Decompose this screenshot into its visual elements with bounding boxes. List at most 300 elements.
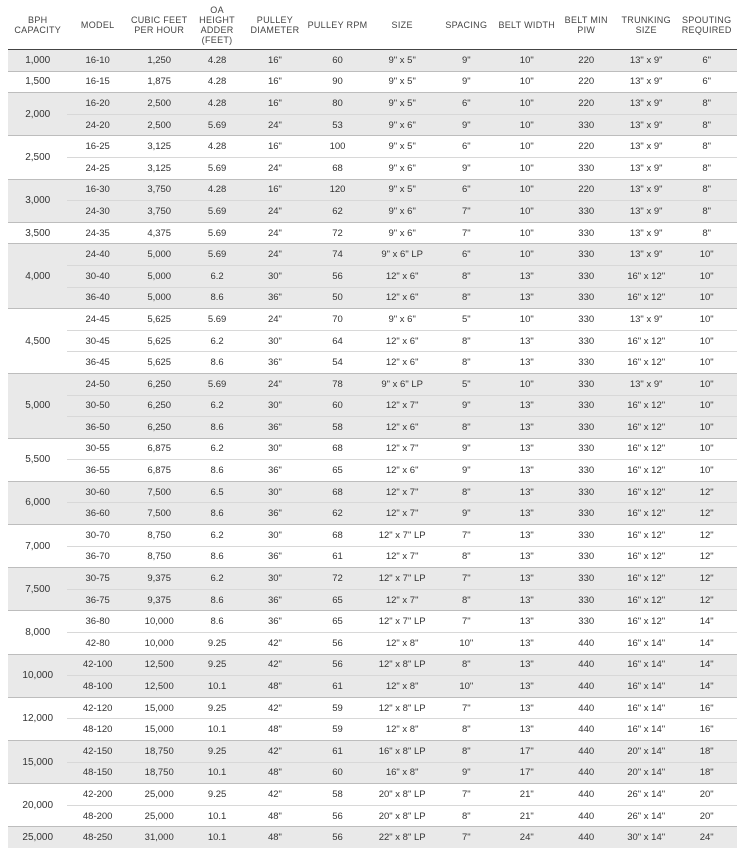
cell-pulley-diameter: 24" <box>244 244 307 266</box>
cell-spacing: 8" <box>436 481 498 503</box>
cell-belt-min-piw: 330 <box>557 568 616 590</box>
cell-bph-capacity: 15,000 <box>8 741 67 784</box>
cell-bph-capacity: 5,500 <box>8 438 67 481</box>
cell-size: 12" x 6" <box>369 287 436 309</box>
cell-trunking-size: 16" x 12" <box>616 611 676 633</box>
cell-spacing: 7" <box>436 697 498 719</box>
cell-trunking-size: 13" x 9" <box>616 157 676 179</box>
cell-model: 48-200 <box>67 805 127 827</box>
cell-trunking-size: 16" x 12" <box>616 481 676 503</box>
cell-belt-min-piw: 330 <box>557 546 616 568</box>
cell-belt-width: 13" <box>497 654 556 676</box>
cell-belt-width: 13" <box>497 265 556 287</box>
cell-spouting-required: 16" <box>676 697 737 719</box>
cell-bph-capacity: 2,500 <box>8 136 67 179</box>
cell-pulley-diameter: 42" <box>244 633 307 655</box>
cell-size: 12" x 7" <box>369 438 436 460</box>
cell-trunking-size: 16" x 12" <box>616 568 676 590</box>
cell-bph-capacity: 1,500 <box>8 71 67 93</box>
cell-oa-height-adder: 6.2 <box>190 568 243 590</box>
cell-model: 42-80 <box>67 633 127 655</box>
cell-oa-height-adder: 6.2 <box>190 395 243 417</box>
cell-oa-height-adder: 8.6 <box>190 417 243 439</box>
cell-model: 16-10 <box>67 50 127 72</box>
table-row <box>8 741 737 763</box>
cell-spouting-required: 10" <box>676 352 737 374</box>
cell-spouting-required: 10" <box>676 309 737 331</box>
cell-belt-min-piw: 440 <box>557 784 616 806</box>
cell-belt-min-piw: 330 <box>557 373 616 395</box>
cell-pulley-diameter: 48" <box>244 762 307 784</box>
cell-belt-min-piw: 440 <box>557 654 616 676</box>
cell-size: 12" x 7" <box>369 503 436 525</box>
cell-spouting-required: 12" <box>676 589 737 611</box>
table-row <box>8 503 737 525</box>
cell-pulley-rpm: 68 <box>306 157 369 179</box>
cell-cubic-feet-per-hour: 12,500 <box>128 676 191 698</box>
cell-size: 9" x 6" <box>369 157 436 179</box>
cell-belt-width: 10" <box>497 179 556 201</box>
cell-model: 36-75 <box>67 589 127 611</box>
cell-spacing: 9" <box>436 460 498 482</box>
cell-oa-height-adder: 6.2 <box>190 525 243 547</box>
cell-model: 48-100 <box>67 676 127 698</box>
cell-trunking-size: 16" x 12" <box>616 525 676 547</box>
cell-cubic-feet-per-hour: 6,250 <box>128 417 191 439</box>
cell-cubic-feet-per-hour: 12,500 <box>128 654 191 676</box>
cell-belt-min-piw: 330 <box>557 309 616 331</box>
cell-model: 30-55 <box>67 438 127 460</box>
cell-spouting-required: 12" <box>676 546 737 568</box>
cell-pulley-rpm: 62 <box>306 201 369 223</box>
cell-size: 9" x 6" <box>369 309 436 331</box>
cell-oa-height-adder: 9.25 <box>190 741 243 763</box>
elevator-spec-table <box>8 0 737 848</box>
cell-spacing: 5" <box>436 373 498 395</box>
cell-oa-height-adder: 6.5 <box>190 481 243 503</box>
cell-trunking-size: 13" x 9" <box>616 114 676 136</box>
cell-cubic-feet-per-hour: 18,750 <box>128 741 191 763</box>
cell-cubic-feet-per-hour: 5,000 <box>128 244 191 266</box>
cell-model: 16-25 <box>67 136 127 158</box>
cell-pulley-rpm: 72 <box>306 568 369 590</box>
cell-belt-width: 13" <box>497 438 556 460</box>
table-row <box>8 784 737 806</box>
cell-spacing: 6" <box>436 93 498 115</box>
table-row <box>8 265 737 287</box>
cell-model: 36-45 <box>67 352 127 374</box>
cell-cubic-feet-per-hour: 3,750 <box>128 179 191 201</box>
cell-belt-min-piw: 330 <box>557 417 616 439</box>
cell-cubic-feet-per-hour: 3,750 <box>128 201 191 223</box>
cell-spacing: 8" <box>436 741 498 763</box>
table-row <box>8 762 737 784</box>
cell-spacing: 9" <box>436 71 498 93</box>
cell-belt-width: 13" <box>497 676 556 698</box>
cell-trunking-size: 16" x 14" <box>616 633 676 655</box>
col-header-pulley-rpm: PULLEY RPM <box>306 0 369 50</box>
cell-cubic-feet-per-hour: 3,125 <box>128 157 191 179</box>
table-row <box>8 460 737 482</box>
cell-spacing: 9" <box>436 395 498 417</box>
cell-belt-width: 10" <box>497 50 556 72</box>
col-header-trunking-size: TRUNKING SIZE <box>616 0 676 50</box>
cell-pulley-rpm: 70 <box>306 309 369 331</box>
cell-spouting-required: 12" <box>676 568 737 590</box>
cell-belt-width: 10" <box>497 157 556 179</box>
cell-size: 12" x 8" <box>369 719 436 741</box>
cell-belt-width: 13" <box>497 568 556 590</box>
cell-belt-width: 10" <box>497 244 556 266</box>
cell-spouting-required: 14" <box>676 654 737 676</box>
cell-belt-width: 13" <box>497 330 556 352</box>
cell-pulley-diameter: 24" <box>244 114 307 136</box>
cell-belt-min-piw: 330 <box>557 525 616 547</box>
cell-spouting-required: 8" <box>676 179 737 201</box>
cell-pulley-diameter: 16" <box>244 93 307 115</box>
cell-bph-capacity: 7,000 <box>8 525 67 568</box>
table-body <box>8 50 737 848</box>
cell-belt-min-piw: 330 <box>557 611 616 633</box>
cell-trunking-size: 13" x 9" <box>616 222 676 244</box>
cell-spacing: 7" <box>436 827 498 848</box>
col-header-oa-height-adder: OA HEIGHT ADDER (FEET) <box>190 0 243 50</box>
cell-spacing: 9" <box>436 114 498 136</box>
col-header-bph-capacity: BPH CAPACITY <box>8 0 67 50</box>
cell-size: 9" x 5" <box>369 50 436 72</box>
cell-model: 36-60 <box>67 503 127 525</box>
cell-pulley-diameter: 30" <box>244 330 307 352</box>
cell-cubic-feet-per-hour: 10,000 <box>128 611 191 633</box>
cell-model: 16-15 <box>67 71 127 93</box>
table-row <box>8 417 737 439</box>
cell-cubic-feet-per-hour: 18,750 <box>128 762 191 784</box>
cell-size: 9" x 6" LP <box>369 244 436 266</box>
table-row <box>8 697 737 719</box>
cell-belt-width: 13" <box>497 503 556 525</box>
cell-spacing: 9" <box>436 438 498 460</box>
cell-belt-width: 13" <box>497 589 556 611</box>
cell-spouting-required: 8" <box>676 136 737 158</box>
cell-oa-height-adder: 4.28 <box>190 71 243 93</box>
cell-belt-width: 10" <box>497 114 556 136</box>
cell-spouting-required: 8" <box>676 93 737 115</box>
cell-cubic-feet-per-hour: 5,000 <box>128 265 191 287</box>
cell-oa-height-adder: 10.1 <box>190 805 243 827</box>
cell-trunking-size: 26" x 14" <box>616 805 676 827</box>
cell-belt-min-piw: 330 <box>557 287 616 309</box>
cell-pulley-rpm: 61 <box>306 676 369 698</box>
cell-oa-height-adder: 6.2 <box>190 265 243 287</box>
cell-pulley-rpm: 64 <box>306 330 369 352</box>
cell-size: 9" x 6" <box>369 222 436 244</box>
cell-pulley-diameter: 36" <box>244 352 307 374</box>
cell-oa-height-adder: 6.2 <box>190 330 243 352</box>
cell-pulley-rpm: 56 <box>306 827 369 848</box>
cell-spouting-required: 14" <box>676 676 737 698</box>
cell-belt-min-piw: 440 <box>557 762 616 784</box>
cell-cubic-feet-per-hour: 9,375 <box>128 589 191 611</box>
cell-belt-width: 13" <box>497 417 556 439</box>
cell-size: 12" x 7" <box>369 589 436 611</box>
cell-bph-capacity: 8,000 <box>8 611 67 654</box>
cell-pulley-diameter: 30" <box>244 568 307 590</box>
cell-belt-width: 21" <box>497 784 556 806</box>
cell-trunking-size: 13" x 9" <box>616 201 676 223</box>
cell-spouting-required: 10" <box>676 460 737 482</box>
cell-model: 42-200 <box>67 784 127 806</box>
cell-spacing: 8" <box>436 330 498 352</box>
cell-pulley-rpm: 56 <box>306 654 369 676</box>
cell-belt-min-piw: 330 <box>557 481 616 503</box>
cell-trunking-size: 20" x 14" <box>616 741 676 763</box>
cell-size: 12" x 6" <box>369 460 436 482</box>
cell-bph-capacity: 12,000 <box>8 697 67 740</box>
cell-belt-width: 13" <box>497 611 556 633</box>
cell-size: 9" x 6" <box>369 201 436 223</box>
cell-pulley-rpm: 65 <box>306 611 369 633</box>
cell-cubic-feet-per-hour: 5,625 <box>128 352 191 374</box>
cell-bph-capacity: 4,000 <box>8 244 67 309</box>
cell-size: 12" x 6" <box>369 352 436 374</box>
cell-spacing: 6" <box>436 136 498 158</box>
cell-pulley-diameter: 36" <box>244 611 307 633</box>
cell-spouting-required: 10" <box>676 265 737 287</box>
cell-trunking-size: 16" x 14" <box>616 676 676 698</box>
cell-pulley-rpm: 62 <box>306 503 369 525</box>
cell-belt-width: 10" <box>497 373 556 395</box>
cell-model: 36-70 <box>67 546 127 568</box>
cell-size: 9" x 6" <box>369 114 436 136</box>
cell-pulley-rpm: 53 <box>306 114 369 136</box>
cell-size: 12" x 7" <box>369 395 436 417</box>
cell-spouting-required: 10" <box>676 417 737 439</box>
cell-belt-width: 13" <box>497 287 556 309</box>
cell-pulley-diameter: 24" <box>244 157 307 179</box>
cell-belt-min-piw: 330 <box>557 201 616 223</box>
table-row <box>8 201 737 223</box>
table-row <box>8 157 737 179</box>
cell-belt-min-piw: 330 <box>557 114 616 136</box>
table-row <box>8 589 737 611</box>
cell-cubic-feet-per-hour: 2,500 <box>128 114 191 136</box>
cell-belt-width: 13" <box>497 697 556 719</box>
cell-oa-height-adder: 10.1 <box>190 676 243 698</box>
cell-spacing: 7" <box>436 201 498 223</box>
cell-trunking-size: 13" x 9" <box>616 244 676 266</box>
cell-oa-height-adder: 5.69 <box>190 157 243 179</box>
cell-model: 16-20 <box>67 93 127 115</box>
table-row <box>8 546 737 568</box>
cell-oa-height-adder: 8.6 <box>190 460 243 482</box>
cell-pulley-diameter: 16" <box>244 71 307 93</box>
cell-pulley-diameter: 24" <box>244 201 307 223</box>
cell-model: 36-50 <box>67 417 127 439</box>
cell-oa-height-adder: 10.1 <box>190 762 243 784</box>
cell-model: 36-80 <box>67 611 127 633</box>
cell-belt-width: 10" <box>497 201 556 223</box>
cell-trunking-size: 13" x 9" <box>616 136 676 158</box>
cell-trunking-size: 16" x 14" <box>616 719 676 741</box>
cell-spouting-required: 10" <box>676 244 737 266</box>
col-header-size: SIZE <box>369 0 436 50</box>
cell-oa-height-adder: 4.28 <box>190 136 243 158</box>
cell-cubic-feet-per-hour: 6,250 <box>128 373 191 395</box>
cell-pulley-diameter: 42" <box>244 654 307 676</box>
cell-belt-min-piw: 330 <box>557 352 616 374</box>
cell-size: 12" x 7" LP <box>369 611 436 633</box>
cell-spacing: 8" <box>436 352 498 374</box>
cell-cubic-feet-per-hour: 25,000 <box>128 805 191 827</box>
cell-belt-min-piw: 440 <box>557 805 616 827</box>
col-header-pulley-diameter: PULLEY DIAMETER <box>244 0 307 50</box>
cell-pulley-diameter: 24" <box>244 373 307 395</box>
cell-belt-min-piw: 440 <box>557 676 616 698</box>
table-row <box>8 244 737 266</box>
cell-pulley-diameter: 24" <box>244 309 307 331</box>
cell-model: 24-40 <box>67 244 127 266</box>
cell-trunking-size: 16" x 12" <box>616 460 676 482</box>
cell-bph-capacity: 25,000 <box>8 827 67 848</box>
cell-size: 12" x 6" <box>369 417 436 439</box>
table-row <box>8 71 737 93</box>
cell-spouting-required: 8" <box>676 157 737 179</box>
cell-spacing: 8" <box>436 719 498 741</box>
cell-spacing: 8" <box>436 265 498 287</box>
table-row <box>8 352 737 374</box>
cell-bph-capacity: 7,500 <box>8 568 67 611</box>
col-header-spacing: SPACING <box>436 0 498 50</box>
cell-cubic-feet-per-hour: 8,750 <box>128 546 191 568</box>
cell-bph-capacity: 4,500 <box>8 309 67 374</box>
cell-spouting-required: 24" <box>676 827 737 848</box>
cell-size: 20" x 8" LP <box>369 805 436 827</box>
cell-pulley-diameter: 16" <box>244 136 307 158</box>
cell-spacing: 6" <box>436 179 498 201</box>
cell-model: 30-50 <box>67 395 127 417</box>
cell-size: 16" x 8" LP <box>369 741 436 763</box>
cell-spouting-required: 10" <box>676 330 737 352</box>
col-header-belt-width: BELT WIDTH <box>497 0 556 50</box>
cell-pulley-diameter: 30" <box>244 265 307 287</box>
cell-trunking-size: 16" x 14" <box>616 697 676 719</box>
cell-belt-min-piw: 440 <box>557 741 616 763</box>
cell-pulley-diameter: 42" <box>244 784 307 806</box>
cell-belt-min-piw: 330 <box>557 395 616 417</box>
cell-model: 36-55 <box>67 460 127 482</box>
col-header-belt-min-piw: BELT MIN PIW <box>557 0 616 50</box>
cell-size: 12" x 7" LP <box>369 525 436 547</box>
cell-oa-height-adder: 10.1 <box>190 827 243 848</box>
cell-belt-width: 24" <box>497 827 556 848</box>
cell-oa-height-adder: 5.69 <box>190 373 243 395</box>
cell-pulley-diameter: 36" <box>244 546 307 568</box>
cell-model: 48-150 <box>67 762 127 784</box>
cell-pulley-rpm: 60 <box>306 395 369 417</box>
cell-belt-min-piw: 220 <box>557 136 616 158</box>
table-row <box>8 611 737 633</box>
cell-pulley-rpm: 78 <box>306 373 369 395</box>
cell-cubic-feet-per-hour: 5,625 <box>128 330 191 352</box>
cell-belt-min-piw: 220 <box>557 179 616 201</box>
cell-model: 24-35 <box>67 222 127 244</box>
cell-pulley-diameter: 36" <box>244 589 307 611</box>
table-row <box>8 654 737 676</box>
cell-pulley-diameter: 16" <box>244 50 307 72</box>
cell-model: 42-150 <box>67 741 127 763</box>
cell-pulley-rpm: 56 <box>306 633 369 655</box>
table-row <box>8 114 737 136</box>
cell-pulley-diameter: 48" <box>244 805 307 827</box>
cell-cubic-feet-per-hour: 7,500 <box>128 503 191 525</box>
cell-cubic-feet-per-hour: 25,000 <box>128 784 191 806</box>
table-row <box>8 179 737 201</box>
cell-model: 24-25 <box>67 157 127 179</box>
cell-bph-capacity: 1,000 <box>8 50 67 72</box>
cell-cubic-feet-per-hour: 2,500 <box>128 93 191 115</box>
cell-belt-width: 13" <box>497 352 556 374</box>
cell-spouting-required: 14" <box>676 611 737 633</box>
cell-belt-width: 17" <box>497 762 556 784</box>
cell-size: 12" x 7" <box>369 481 436 503</box>
cell-model: 16-30 <box>67 179 127 201</box>
cell-pulley-diameter: 30" <box>244 481 307 503</box>
cell-size: 12" x 6" <box>369 330 436 352</box>
cell-cubic-feet-per-hour: 15,000 <box>128 719 191 741</box>
cell-bph-capacity: 3,500 <box>8 222 67 244</box>
cell-bph-capacity: 3,000 <box>8 179 67 222</box>
table-row <box>8 438 737 460</box>
cell-belt-width: 17" <box>497 741 556 763</box>
cell-belt-min-piw: 330 <box>557 244 616 266</box>
cell-spacing: 8" <box>436 805 498 827</box>
cell-spouting-required: 20" <box>676 784 737 806</box>
cell-cubic-feet-per-hour: 31,000 <box>128 827 191 848</box>
cell-pulley-diameter: 48" <box>244 676 307 698</box>
cell-cubic-feet-per-hour: 9,375 <box>128 568 191 590</box>
cell-trunking-size: 16" x 14" <box>616 654 676 676</box>
cell-belt-min-piw: 220 <box>557 71 616 93</box>
cell-trunking-size: 20" x 14" <box>616 762 676 784</box>
cell-spouting-required: 12" <box>676 525 737 547</box>
cell-pulley-rpm: 58 <box>306 417 369 439</box>
cell-spacing: 8" <box>436 417 498 439</box>
cell-spacing: 8" <box>436 589 498 611</box>
cell-size: 12" x 8" <box>369 676 436 698</box>
col-header-cubic-feet-per-hour: CUBIC FEET PER HOUR <box>128 0 191 50</box>
cell-belt-width: 13" <box>497 719 556 741</box>
cell-pulley-rpm: 58 <box>306 784 369 806</box>
cell-belt-min-piw: 330 <box>557 222 616 244</box>
cell-model: 24-45 <box>67 309 127 331</box>
cell-belt-min-piw: 220 <box>557 93 616 115</box>
table-row <box>8 481 737 503</box>
cell-spouting-required: 20" <box>676 805 737 827</box>
cell-trunking-size: 26" x 14" <box>616 784 676 806</box>
table-row <box>8 50 737 72</box>
cell-belt-width: 10" <box>497 93 556 115</box>
cell-pulley-diameter: 36" <box>244 503 307 525</box>
table-row <box>8 93 737 115</box>
cell-belt-min-piw: 330 <box>557 589 616 611</box>
cell-spacing: 9" <box>436 503 498 525</box>
cell-trunking-size: 13" x 9" <box>616 179 676 201</box>
cell-cubic-feet-per-hour: 8,750 <box>128 525 191 547</box>
cell-model: 30-75 <box>67 568 127 590</box>
cell-pulley-rpm: 61 <box>306 546 369 568</box>
cell-pulley-rpm: 68 <box>306 481 369 503</box>
cell-spouting-required: 6" <box>676 71 737 93</box>
